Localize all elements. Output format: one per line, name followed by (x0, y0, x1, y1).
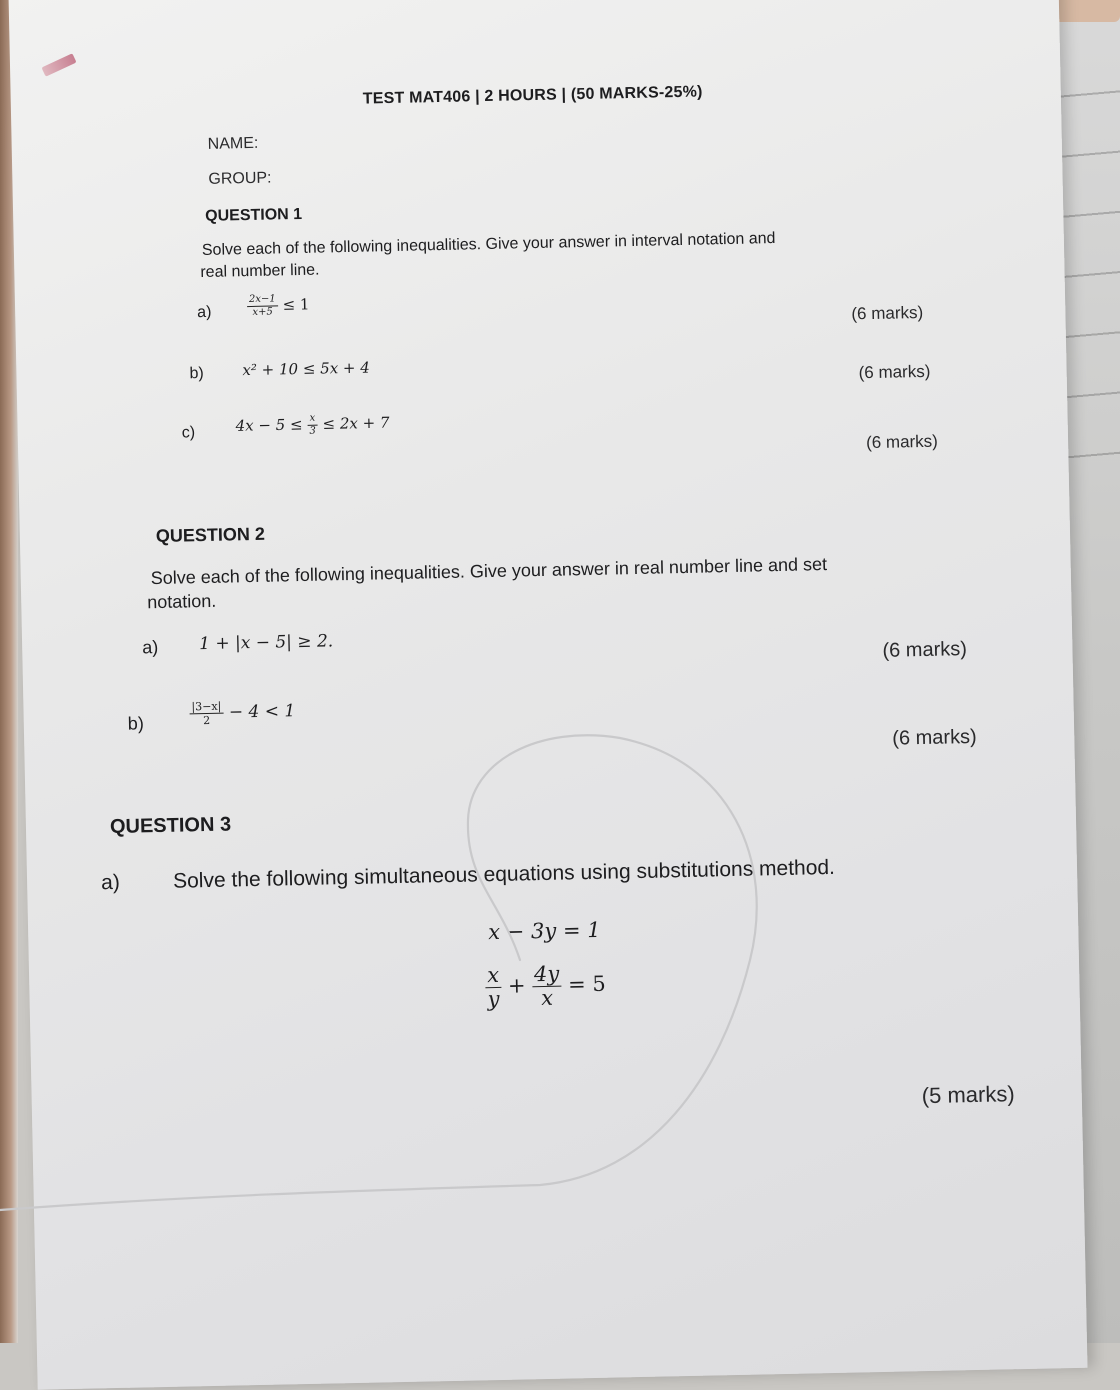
name-label: NAME: (207, 134, 259, 153)
q1c-label: c) (181, 424, 196, 442)
test-header: TEST MAT406 | 2 HOURS | (50 MARKS-25%) (362, 83, 703, 108)
q3a-equation-1: x − 3y = 1 (488, 917, 601, 945)
question-1-instruction-line1: Solve each of the following inequalities. Give your answer in interval notation and (201, 229, 776, 259)
exam-sheet (8, 0, 1088, 1390)
group-label: GROUP: (208, 169, 272, 188)
q1c-inequality (235, 412, 389, 438)
q3a-equation-2 (485, 963, 606, 1011)
q1c-numerator: x (308, 414, 318, 426)
q1a-rhs: ≤ 1 (282, 295, 310, 314)
q3a-eq2-frac1-denominator: y (487, 986, 500, 1012)
q1c-marks: (6 marks) (865, 431, 939, 453)
question-1-instruction-line2: real number line. (200, 261, 320, 282)
q2a-label: a) (142, 637, 159, 658)
question-2-instruction-line2: notation. (147, 590, 217, 613)
question-3-title: QUESTION 3 (109, 813, 232, 839)
q2b-denominator: 2 (203, 713, 211, 728)
q3a-eq2-rhs: = 5 (567, 971, 607, 997)
q2b-label: b) (127, 713, 145, 734)
q3a-eq2-frac1-numerator: x (485, 965, 501, 988)
q1c-denominator: 3 (309, 425, 316, 437)
question-2-title: QUESTION 2 (155, 523, 266, 547)
q2a-inequality: 1 + |x − 5| ≥ 2. (198, 631, 334, 655)
q1a-denominator: x+5 (252, 306, 273, 318)
q3a-eq2-plus: + (507, 973, 526, 998)
q1a-marks: (6 marks) (851, 302, 924, 324)
q1a-label: a) (197, 303, 212, 322)
q1c-right: ≤ 2x + 7 (322, 413, 390, 434)
question-1-title: QUESTION 1 (205, 205, 303, 225)
q2b-rhs: − 4 < 1 (228, 701, 296, 723)
q1b-label: b) (189, 364, 204, 383)
q2b-marks: (6 marks) (892, 725, 977, 750)
question-2-instruction-line1: Solve each of the following inequalities. Give your answer in real number line and set (150, 553, 828, 589)
q1c-left: 4x − 5 ≤ (235, 415, 303, 435)
q1a-inequality (247, 294, 310, 318)
q3a-marks: (5 marks) (921, 1081, 1015, 1109)
q3a-eq2-frac2-numerator: 4y (532, 964, 562, 988)
q1b-marks: (6 marks) (858, 361, 931, 383)
q2b-numerator: |3−x| (189, 701, 223, 715)
q1b-inequality: x² + 10 ≤ 5x + 4 (242, 358, 371, 380)
q2a-marks: (6 marks) (882, 638, 968, 662)
q2b-inequality (189, 699, 295, 726)
q3a-label: a) (100, 870, 121, 895)
q3a-eq2-frac2-denominator: x (540, 985, 554, 1011)
q1a-numerator: 2x−1 (247, 294, 278, 307)
q3a-instruction: Solve the following simultaneous equations using substitutions method. (172, 855, 836, 893)
